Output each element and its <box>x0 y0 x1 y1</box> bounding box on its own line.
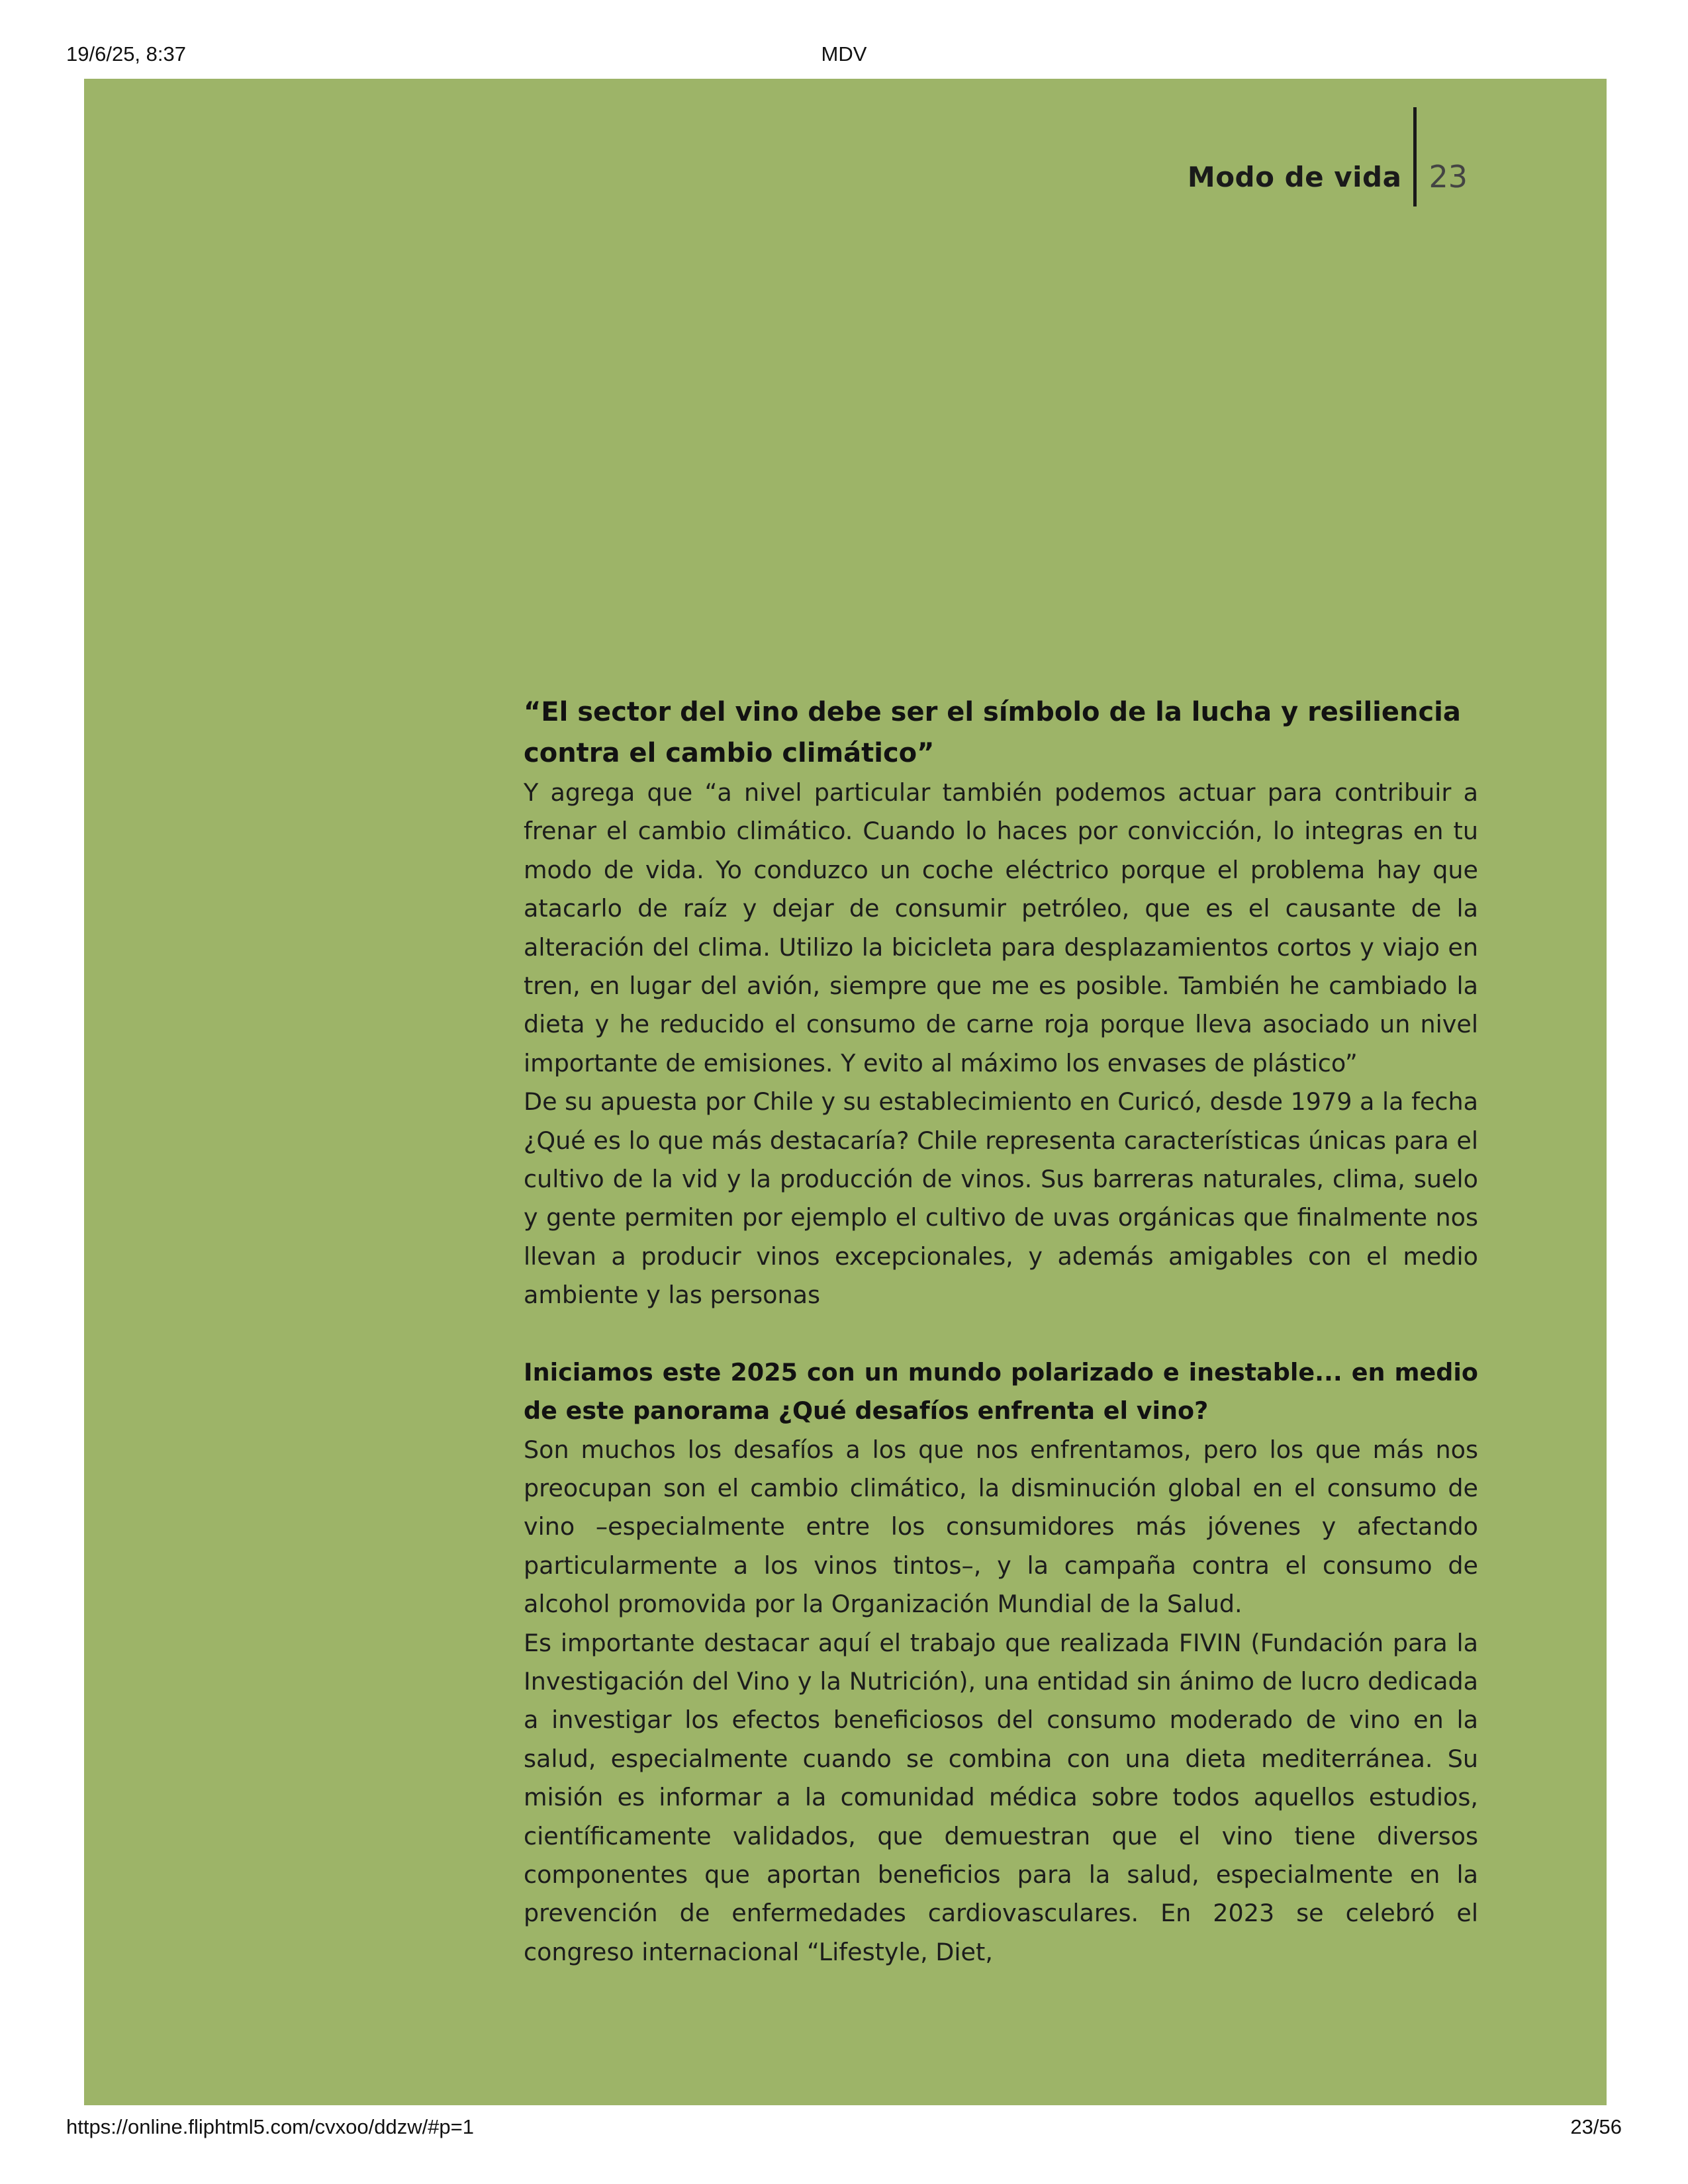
paragraph-spacer <box>524 1315 1478 1353</box>
section-divider <box>1413 107 1417 206</box>
page-number: 23 <box>1429 159 1468 195</box>
article-body <box>524 692 1478 1972</box>
magazine-page <box>84 79 1607 2105</box>
article-paragraph: Y agrega que “a nivel particular también podemos actuar para contribuir a frenar el cambio climático. Cuando lo haces por convicción, lo integras en tu modo de vida. Yo conduzco un coche eléctrico porque el problema hay que atacarlo de raíz y dejar de consumir petróleo, que es el causante de la alteración del clima. Utilizo la bicicleta para desplazamientos cortos y viajo en tren, en lugar del avión, siempre que me es posible. También he cambiado la dieta y he reducido el consumo de carne roja porque lleva asociado un nivel importante de emisiones. Y evito al máximo los envases de plástico” <box>524 778 1478 1077</box>
article-paragraph: De su apuesta por Chile y su establecimiento en Curicó, desde 1979 a la fecha ¿Qué es lo que más destacaría? Chile representa características únicas para el cultivo de la vid y la producción de vinos. Sus barreras naturales, clima, suelo y gente permiten por ejemplo el cultivo de uvas orgánicas que finalmente nos llevan a producir vinos excepcionales, y además amigables con el medio ambiente y las personas <box>524 1087 1478 1310</box>
article-paragraph: Es importante destacar aquí el trabajo que realizada FIVIN (Fundación para la Investigación del Vino y la Nutrición), una entidad sin ánimo de lucro dedicada a investigar los efectos beneficiosos del consumo moderado de vino en la salud, especialmente cuando se combina con una dieta mediterránea. Su misión es informar a la comunidad médica sobre todos aquellos estudios, científicamente validados, que demuestran que el vino tiene diversos componentes que aportan beneficios para la salud, especialmente en la prevención de enfermedades cardiovasculares. En 2023 se celebró el congreso internacional “Lifestyle, Diet, <box>524 1628 1478 1966</box>
print-page-count: 23/56 <box>1570 2115 1622 2138</box>
article-heading-quote: “El sector del vino debe ser el símbolo de la lucha y resiliencia contra el cambio climático” <box>524 697 1461 768</box>
article-question-heading: Iniciamos este 2025 con un mundo polarizado e inestable... en medio de este panorama ¿Qué desafíos enfrenta el vino? <box>524 1357 1478 1426</box>
print-title: MDV <box>821 42 867 66</box>
print-url: https://online.fliphtml5.com/cvxoo/ddzw/#p=1 <box>66 2115 475 2138</box>
print-header <box>0 42 1688 69</box>
article-paragraph: Son muchos los desafíos a los que nos enfrentamos, pero los que más nos preocupan son el cambio climático, la disminución global en el consumo de vino –especialmente entre los consumidores más jóvenes y afectando particularmente a los vinos tintos–, y la campaña contra el consumo de alcohol promovida por la Organización Mundial de la Salud. <box>524 1435 1478 1619</box>
print-footer <box>0 2115 1688 2142</box>
print-datetime: 19/6/25, 8:37 <box>66 42 186 66</box>
section-header <box>1188 136 1468 218</box>
section-name: Modo de vida <box>1187 160 1402 193</box>
